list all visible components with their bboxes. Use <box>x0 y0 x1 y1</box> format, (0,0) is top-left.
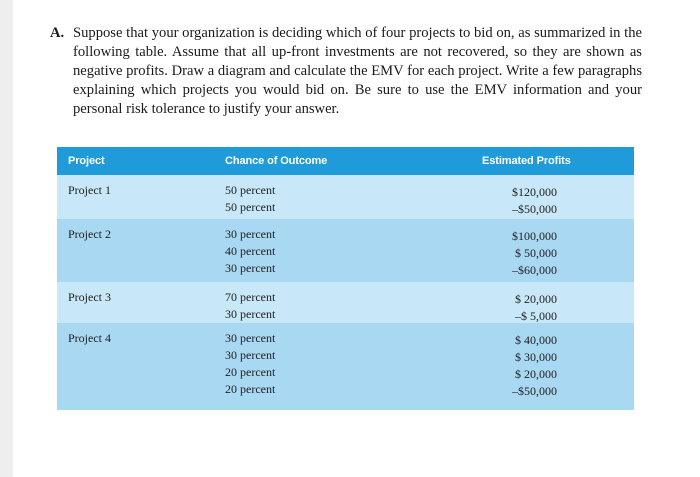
chance-value: 50 percent <box>225 183 276 197</box>
chance-value: 20 percent <box>225 365 276 379</box>
chance-cell <box>225 330 275 398</box>
table-header <box>57 147 634 175</box>
profit-cell <box>457 228 557 279</box>
table-row-project-3 <box>57 282 634 323</box>
profit-value: $ 50,000 <box>515 246 557 260</box>
chance-value: 20 percent <box>225 382 276 396</box>
header-chance: Chance of Outcome <box>225 155 328 167</box>
profit-value: $ 20,000 <box>515 292 557 306</box>
chance-value: 30 percent <box>225 307 276 321</box>
project-name: Project 4 <box>68 331 111 345</box>
chance-value: 40 percent <box>225 244 276 258</box>
project-name: Project 3 <box>68 290 111 304</box>
profit-value: –$ 5,000 <box>515 309 557 323</box>
question-label: A. <box>50 25 65 41</box>
table-row-project-1 <box>57 175 634 219</box>
header-project: Project <box>68 155 105 167</box>
chance-value: 50 percent <box>225 200 276 214</box>
chance-cell <box>225 182 275 216</box>
chance-value: 30 percent <box>225 261 276 275</box>
profit-value: –$60,000 <box>512 263 557 277</box>
chance-value: 70 percent <box>225 290 276 304</box>
profit-value: –$50,000 <box>512 202 557 216</box>
profit-value: –$50,000 <box>512 384 557 398</box>
chance-value: 30 percent <box>225 331 276 345</box>
question-text: Suppose that your organization is deciding which of four projects to bid on, as summarized in the following table. Assume that all up-front investments are not recovered, so they are shown as negative profits. Draw a diagram and calculate the EMV for each project. Write a few paragraphs explaining which projects you would bid on. Be sure to use the EMV information and your personal risk tolerance to justify your answer. <box>73 25 642 117</box>
profit-value: $ 20,000 <box>515 367 557 381</box>
chance-value: 30 percent <box>225 227 276 241</box>
projects-table <box>57 147 634 410</box>
table-row-project-2 <box>57 219 634 282</box>
question-paragraph <box>50 24 642 119</box>
chance-cell <box>225 289 275 323</box>
table-row-project-4 <box>57 323 634 410</box>
profit-cell <box>457 332 557 400</box>
page-edge <box>0 0 13 477</box>
chance-cell <box>225 226 275 277</box>
profit-value: $ 30,000 <box>515 350 557 364</box>
profit-value: $100,000 <box>512 229 557 243</box>
profit-value: $120,000 <box>512 185 557 199</box>
project-name: Project 1 <box>68 183 111 197</box>
profit-cell <box>457 184 557 218</box>
header-profits: Estimated Profits <box>482 155 571 167</box>
profit-cell <box>457 291 557 325</box>
project-name: Project 2 <box>68 227 111 241</box>
chance-value: 30 percent <box>225 348 276 362</box>
profit-value: $ 40,000 <box>515 333 557 347</box>
